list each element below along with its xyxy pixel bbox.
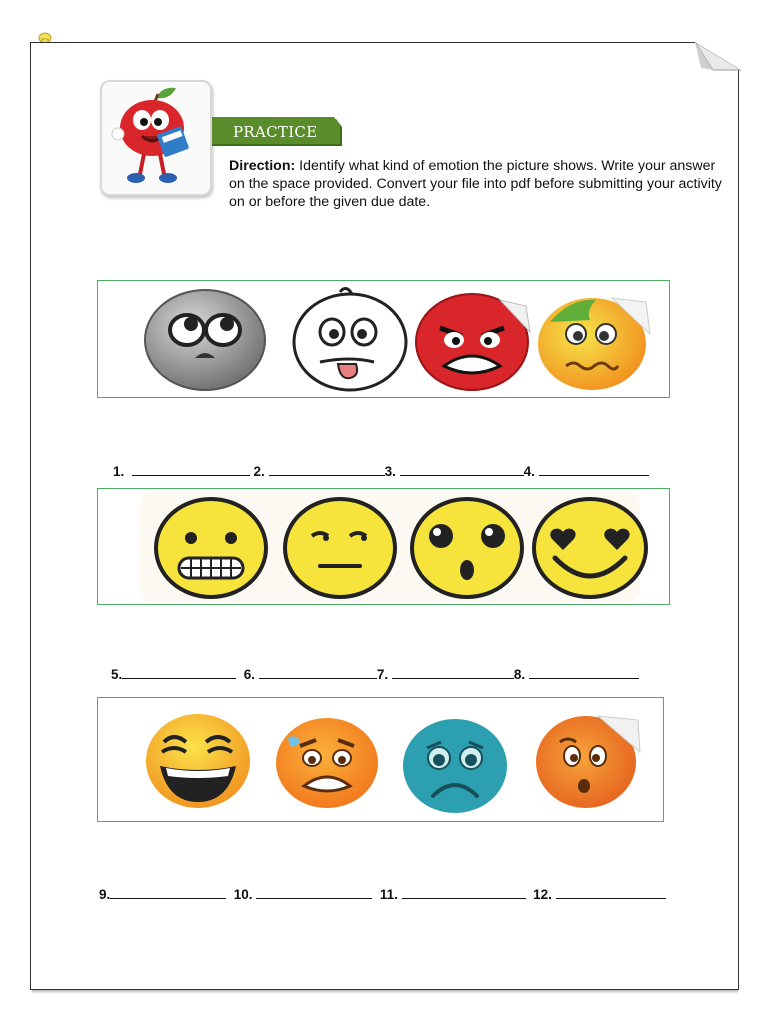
answer-blank-12[interactable] [556,888,666,899]
answer-number-9: 9. [99,887,111,902]
answer-number-4: 4. [523,464,535,479]
answer-number-10: 10. [233,887,253,902]
unamused-emoji-icon [282,496,398,600]
heart-eyes-emoji-icon [531,496,649,600]
answer-blank-10[interactable] [256,888,372,899]
answer-blank-7[interactable] [392,668,514,679]
answer-number-11: 11. [379,887,398,902]
practice-label: PRACTICE [233,123,318,141]
answer-line-row-1 [113,464,649,479]
confused-emoji-icon [534,712,642,810]
answer-blank-4[interactable] [539,465,649,476]
answer-blank-3[interactable] [400,465,524,476]
answer-blank-6[interactable] [259,668,377,679]
page-shadow [32,990,738,994]
answer-blank-2[interactable] [269,465,385,476]
direction-text [229,157,729,211]
apple-mascot-image [100,80,212,196]
answer-blank-9[interactable] [110,888,226,899]
direction-lead: Direction: [229,158,296,174]
direction-body: Identify what kind of emotion the picture shows. Write your answer on the space provided. Convert your file into pdf before submitting your activity on or before the given due date. [229,158,722,210]
answer-line-row-2 [111,667,639,682]
answer-line-row-3 [99,887,666,902]
tongue-out-emoji-icon [290,284,410,392]
page-curl-corner [695,42,741,72]
grimacing-emoji-icon [153,496,269,600]
answer-blank-8[interactable] [529,668,639,679]
sad-emoji-icon [401,716,509,816]
answer-number-1: 1. [113,464,125,479]
answer-blank-1[interactable] [132,465,250,476]
answer-number-7: 7. [376,667,389,682]
answer-blank-5[interactable] [122,668,236,679]
answer-blank-11[interactable] [402,888,526,899]
surprised-emoji-icon [409,496,525,600]
answer-number-5: 5. [111,667,123,682]
answer-number-2: 2. [253,464,265,479]
answer-number-8: 8. [513,667,526,682]
angry-emoji-icon [414,292,532,392]
rolling-eyes-emoji-icon [143,288,267,392]
sick-emoji-icon [536,292,652,392]
answer-number-3: 3. [384,464,396,479]
laughing-emoji-icon [144,712,252,810]
answer-number-6: 6. [243,667,256,682]
answer-number-12: 12. [533,887,552,902]
worried-emoji-icon [274,716,380,810]
